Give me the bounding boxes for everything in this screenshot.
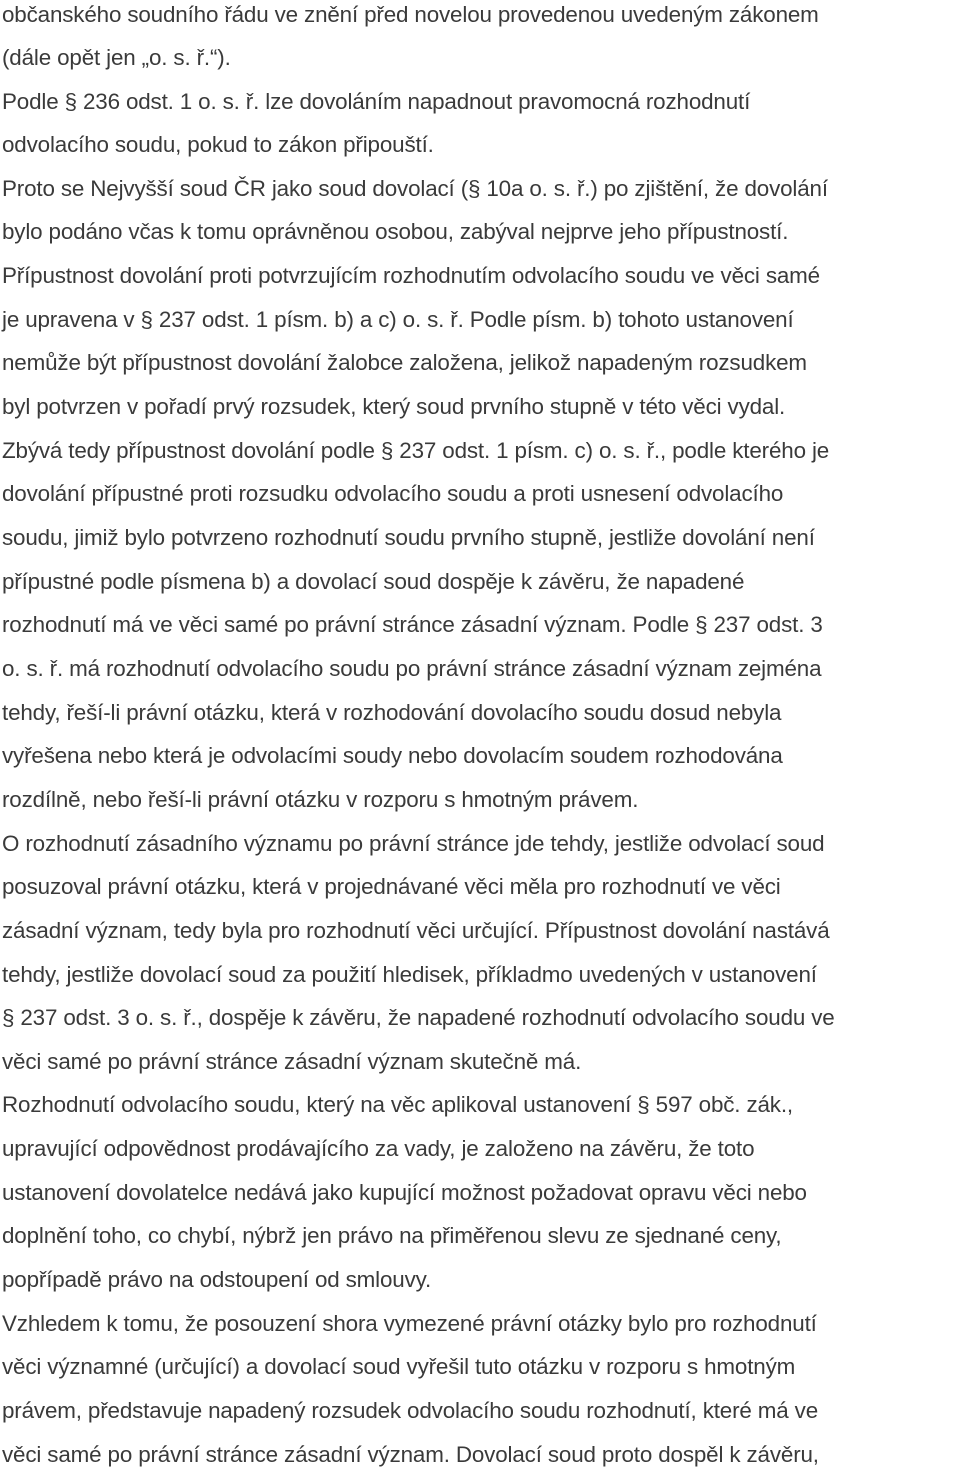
text-line: rozdílně, nebo řeší-li právní otázku v rozporu s hmotným právem. xyxy=(2,787,639,812)
text-line: popřípadě právo na odstoupení od smlouvy. xyxy=(2,1267,432,1292)
text-line: ustanovení dovolatelce nedává jako kupující možnost požadovat opravu věci nebo xyxy=(2,1180,807,1205)
text-line: posuzoval právní otázku, která v projednávané věci měla pro rozhodnutí ve věci xyxy=(2,874,781,899)
text-line: (dále opět jen „o. s. ř.“). xyxy=(2,45,231,70)
text-line: bylo podáno včas k tomu oprávněnou osobou, zabýval nejprve jeho přípustností. xyxy=(2,219,789,244)
text-line: doplnění toho, co chybí, nýbrž jen právo na přiměřenou slevu ze sjednané ceny, xyxy=(2,1223,782,1248)
text-line: Podle § 236 odst. 1 o. s. ř. lze dovoláním napadnout pravomocná rozhodnutí xyxy=(2,89,751,114)
text-line: byl potvrzen v pořadí prvý rozsudek, který soud prvního stupně v této věci vydal. xyxy=(2,394,786,419)
text-line: tehdy, řeší-li právní otázku, která v rozhodování dovolacího soudu dosud nebyla xyxy=(2,700,782,725)
text-line: je upravena v § 237 odst. 1 písm. b) a c) o. s. ř. Podle písm. b) tohoto ustanovení xyxy=(2,307,794,332)
text-line: dovolání přípustné proti rozsudku odvolacího soudu a proti usnesení odvolacího xyxy=(2,481,784,506)
text-line: O rozhodnutí zásadního významu po právní stránce jde tehdy, jestliže odvolací soud xyxy=(2,831,825,856)
text-line: Zbývá tedy přípustnost dovolání podle § 237 odst. 1 písm. c) o. s. ř., podle kterého je xyxy=(2,438,830,463)
text-line: občanského soudního řádu ve znění před novelou provedenou uvedeným zákonem xyxy=(2,2,819,27)
text-line: právem, představuje napadený rozsudek odvolacího soudu rozhodnutí, které má ve xyxy=(2,1398,819,1423)
text-line: soudu, jimiž bylo potvrzeno rozhodnutí soudu prvního stupně, jestliže dovolání není xyxy=(2,525,815,550)
text-line: věci samé po právní stránce zásadní význam. Dovolací soud proto dospěl k závěru, xyxy=(2,1442,819,1467)
text-line: nemůže být přípustnost dovolání žalobce založena, jelikož napadeným rozsudkem xyxy=(2,350,807,375)
text-line: přípustné podle písmena b) a dovolací soud dospěje k závěru, že napadené xyxy=(2,569,745,594)
text-line: upravující odpovědnost prodávajícího za vady, je založeno na závěru, že toto xyxy=(2,1136,755,1161)
text-line: odvolacího soudu, pokud to zákon připouští. xyxy=(2,132,434,157)
text-line: zásadní význam, tedy byla pro rozhodnutí věci určující. Přípustnost dovolání nastává xyxy=(2,918,830,943)
text-line: Přípustnost dovolání proti potvrzujícím rozhodnutím odvolacího soudu ve věci samé xyxy=(2,263,820,288)
text-line: Rozhodnutí odvolacího soudu, který na věc aplikoval ustanovení § 597 obč. zák., xyxy=(2,1092,793,1117)
text-line: rozhodnutí má ve věci samé po právní stránce zásadní význam. Podle § 237 odst. 3 xyxy=(2,612,823,637)
text-line: věci významné (určující) a dovolací soud vyřešil tuto otázku v rozporu s hmotným xyxy=(2,1354,796,1379)
text-line: o. s. ř. má rozhodnutí odvolacího soudu po právní stránce zásadní význam zejména xyxy=(2,656,822,681)
text-line: vyřešena nebo která je odvolacími soudy nebo dovolacím soudem rozhodována xyxy=(2,743,783,768)
text-line: tehdy, jestliže dovolací soud za použití hledisek, příkladmo uvedených v ustanovení xyxy=(2,962,817,987)
text-line: Vzhledem k tomu, že posouzení shora vymezené právní otázky bylo pro rozhodnutí xyxy=(2,1311,817,1336)
text-line: Proto se Nejvyšší soud ČR jako soud dovolací (§ 10a o. s. ř.) po zjištění, že dovolání xyxy=(2,176,828,201)
text-line: § 237 odst. 3 o. s. ř., dospěje k závěru, že napadené rozhodnutí odvolacího soudu ve xyxy=(2,1005,835,1030)
text-line: věci samé po právní stránce zásadní význam skutečně má. xyxy=(2,1049,582,1074)
